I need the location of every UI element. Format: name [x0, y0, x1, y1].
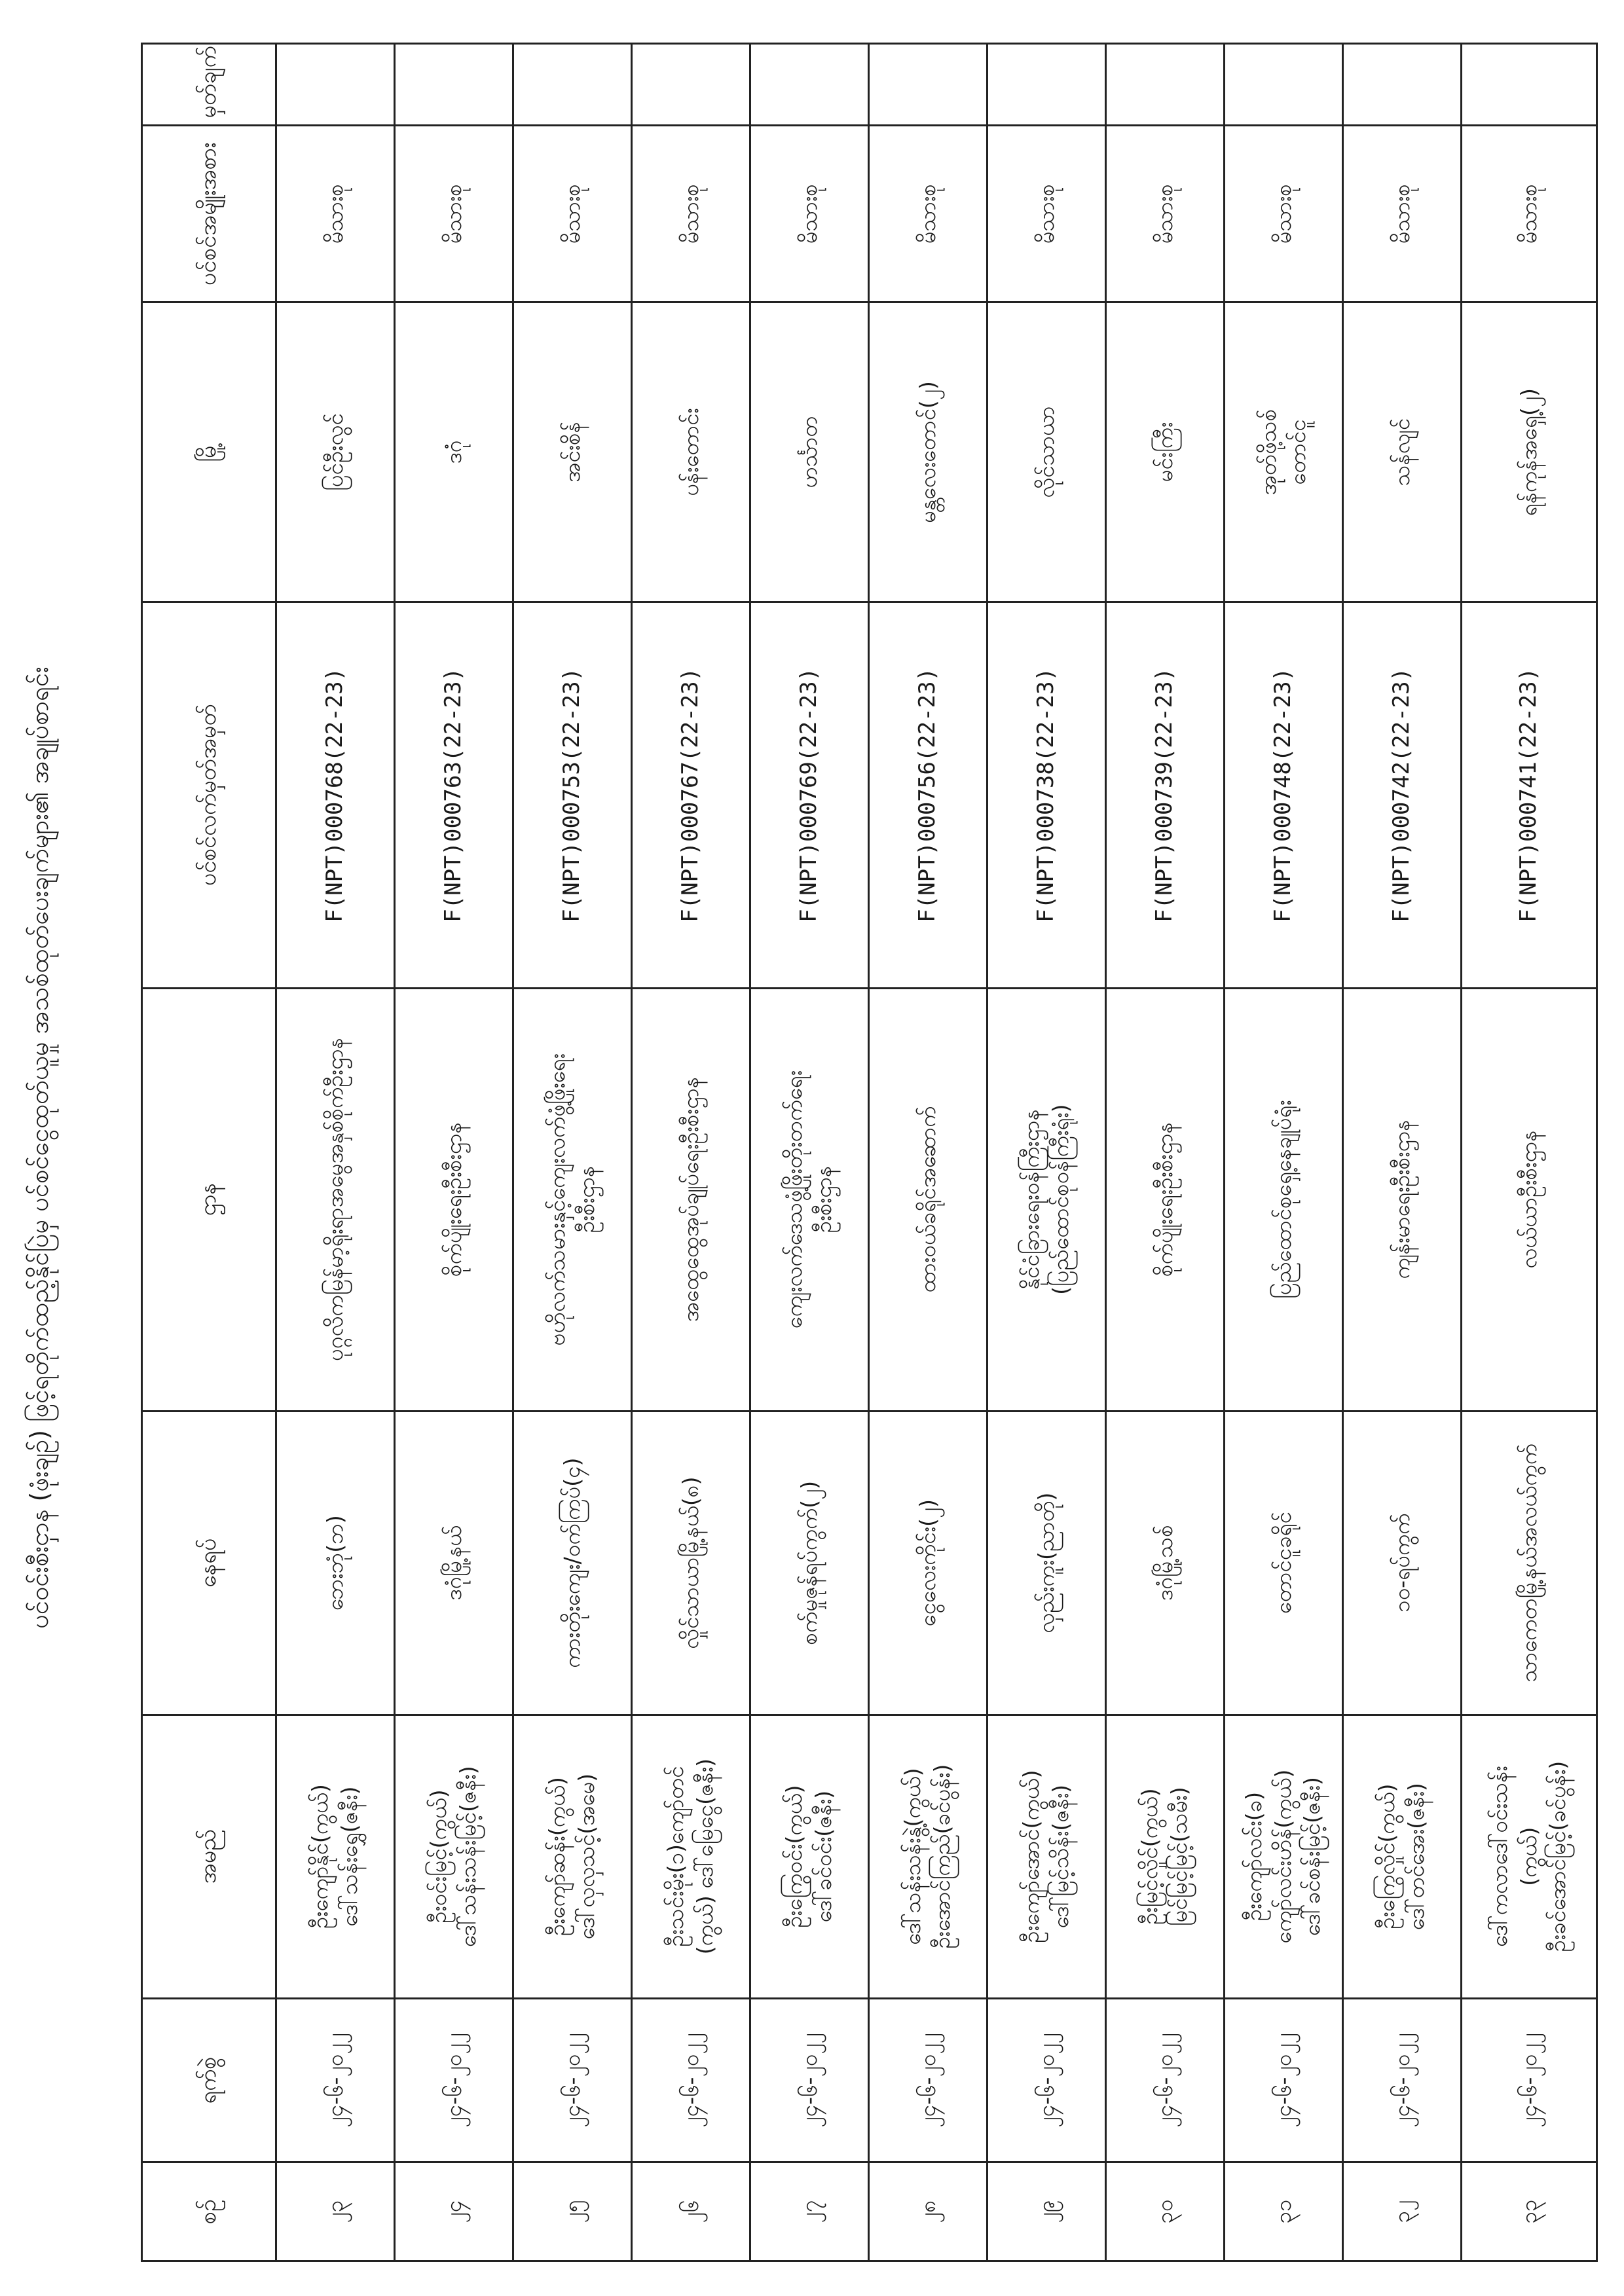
cell-pension-no: F(NPT)000756(22-23) — [869, 602, 987, 989]
cell-remark — [276, 44, 395, 126]
cell-name — [1462, 1715, 1597, 1998]
cell-pension-no: F(NPT)000763(22-23) — [395, 602, 513, 989]
cell-name — [1225, 1715, 1343, 1998]
cell-name — [632, 1715, 750, 1998]
cell-line: ဒေါ်တင်အေး(ဇနီး) — [1403, 1783, 1429, 1931]
cell-pension-type: မိသားစု — [1225, 126, 1343, 302]
cell-pension-no: F(NPT)000769(22-23) — [750, 602, 869, 989]
cell-no: ၂၈ — [869, 2162, 987, 2261]
cell-line: ဒေါ်ခင်စန်းမြင့်(ဇနီး) — [1299, 1777, 1325, 1937]
table-row — [869, 44, 987, 2261]
cell-line: မြင်မြင့်မြင့်(သမီး) — [1166, 1787, 1192, 1927]
cell-date: ၂၄-၆-၂၀၂၂ — [395, 1998, 513, 2162]
cell-no: ၂၆ — [632, 2162, 750, 2261]
cell-department — [513, 988, 632, 1411]
cell-remark — [750, 44, 869, 126]
cell-line: ဦးဝင်းမြင့်(ကွယ်) — [426, 1789, 452, 1924]
col-header-date: ရက်စွဲ — [142, 1998, 276, 2162]
cell-department: ပုဂ္ဂလိကမြန်မာ့ရိုးရာအမွေအနှစ်စိုက်ဦးဌာန — [276, 988, 395, 1411]
pension-table — [141, 43, 1598, 2262]
cell-line: တောင်ငူ — [1285, 419, 1310, 485]
cell-no: ၃၂ — [1343, 2162, 1462, 2261]
cell-department: ပြည်ထောင်စုရှေ့နေချုပ်ရုံး — [1225, 988, 1343, 1411]
table-row — [1343, 44, 1462, 2261]
cell-no: ၃၁ — [1225, 2162, 1343, 2261]
cell-line: ဒေါ်ကလာဒေါ်ဝင်းသန်း — [1486, 1766, 1513, 1948]
cell-date: ၂၄-၆-၂၀၂၂ — [1462, 1998, 1597, 2162]
cell-pension-no: F(NPT)000738(22-23) — [987, 602, 1106, 989]
cell-department: ထားဝယ်ခရိုင်အဆောက် — [869, 988, 987, 1411]
cell-date: ၂၄-၆-၂၀၂၂ — [750, 1998, 869, 2162]
table-row — [276, 44, 395, 2261]
table-row — [987, 44, 1106, 2261]
cell-address: ဒဂုံမြို့သစ် — [1106, 1411, 1225, 1715]
cell-name — [1106, 1715, 1225, 1998]
table-row — [395, 44, 513, 2261]
cell-remark — [513, 44, 632, 126]
cell-department — [987, 988, 1106, 1411]
col-header-address: နေရပ် — [142, 1411, 276, 1715]
col-header-department: ဌာန — [142, 988, 276, 1411]
cell-line: ဒေါ်လှလှသင့်(အမေ) — [574, 1773, 599, 1940]
cell-department: စိုက်ပျိုးရေးဦးစီးဌာန — [395, 988, 513, 1411]
cell-remark — [1462, 44, 1597, 126]
cell-pension-no: F(NPT)000753(22-23) — [513, 602, 632, 989]
cell-no: ၃၀ — [1106, 2162, 1225, 2261]
cell-pension-no: F(NPT)000741(22-23) — [1462, 602, 1597, 989]
cell-date: ၂၄-၆-၂၀၂၂ — [1106, 1998, 1225, 2162]
cell-line: ဦးကျော်အောင်(ကွယ်) — [1018, 1770, 1044, 1943]
cell-address: ဒဂုံမြို့နယ် — [395, 1411, 513, 1715]
cell-name — [395, 1715, 513, 1998]
cell-remark — [1225, 44, 1343, 126]
cell-line: ကျေးလက်ဒေသဖွံ့ဖြိုးတိုးတက်ရေး — [781, 1070, 807, 1329]
table-row — [1106, 44, 1225, 2261]
header-row — [142, 44, 276, 2261]
cell-line: ဗဟိုလက်သမားနှင့်ကျေးလက်ဖွံ့ဖြိုးရေး — [544, 1053, 570, 1346]
cell-remark — [987, 44, 1106, 126]
cell-line: ဦးကြွေလှိုင်(ကွယ်) — [1374, 1783, 1400, 1929]
col-header-remark: မှတ်ချက် — [142, 44, 276, 126]
cell-department: အထွေထွေအုပ်ချုပ်ရေးဦးစီးဌာန — [632, 988, 750, 1411]
cell-pension-type: မိသားစု — [1343, 126, 1462, 302]
cell-line: ဦးကျော်နိုင်(ကွယ်) — [307, 1784, 333, 1929]
cell-pension-no: F(NPT)000739(22-23) — [1106, 602, 1225, 989]
cell-address: တောင်ငူခရိုင် — [1225, 1411, 1343, 1715]
cell-pension-type: မိသားစု — [1462, 126, 1597, 302]
table-row — [513, 44, 632, 2261]
cell-line: ဦးကြွေဝင်း(ကွယ်) — [781, 1785, 807, 1928]
cell-no: ၂၉ — [987, 2162, 1106, 2261]
cell-line: ဦးစီးဌာန — [811, 1165, 836, 1233]
cell-town: လိုင်သာယာ — [987, 302, 1106, 602]
cell-date: ၂၄-၆-၂၀၂၂ — [513, 1998, 632, 2162]
cell-no: ၂၄ — [395, 2162, 513, 2261]
cell-line: ဦးကျော်ဆန်း(ကွယ်) — [544, 1777, 570, 1937]
cell-line: ဒေါ်သန်းသန်းမြင့်(ဇနီး) — [455, 1766, 481, 1948]
col-header-town: မြို့ — [142, 302, 276, 602]
cell-name — [513, 1715, 632, 1998]
cell-date: ၂၄-၆-၂၀၂၂ — [632, 1998, 750, 2162]
cell-address: လှိုင်သာယာမြို့နယ်(၈) — [632, 1411, 750, 1715]
cell-pension-type: မိသားစု — [513, 126, 632, 302]
cell-remark — [869, 44, 987, 126]
cell-department — [750, 988, 869, 1411]
cell-line: ဦးမြင့်လှိုင်(ကွယ်) — [1137, 1788, 1163, 1925]
cell-town: မန္တလေးတောင်(၂) — [869, 302, 987, 602]
table-row — [1462, 44, 1597, 2261]
cell-address: သာကေတမြို့နယ်အလယ်ကွက် — [1462, 1411, 1597, 1715]
col-header-pension-type: ပင်စင်အမျိုးအစား — [142, 126, 276, 302]
cell-name — [1343, 1715, 1462, 1998]
table-row — [750, 44, 869, 2261]
col-header-pension-no: ပင်စင်လက်မှတ်အမှတ် — [142, 602, 276, 989]
cell-no: ၃၃ — [1462, 2162, 1597, 2261]
cell-name — [750, 1715, 869, 1998]
cell-pension-type: မိသားစု — [869, 126, 987, 302]
cell-pension-type: မိသားစု — [750, 126, 869, 302]
cell-pension-no: F(NPT)000767(22-23) — [632, 602, 750, 989]
cell-date: ၂၄-၆-၂၀၂၂ — [1225, 1998, 1343, 2162]
cell-line: ဦးခင်အောင်မြင့်(ခင်ပွန်း) — [1545, 1760, 1571, 1952]
cell-department: စိုက်ပျိုးရေးဦးစီးဌာန — [1106, 988, 1225, 1411]
cell-line: ဦးသင်းမိုး(၁)ကျော်တင် — [663, 1766, 689, 1947]
col-header-name: အမည် — [142, 1715, 276, 1998]
col-header-no: စဉ် — [142, 2162, 276, 2261]
cell-town: ဟင်္သာတ — [750, 302, 869, 602]
cell-line: ဒေါ်မြင့်သိန်း(ဇနီး) — [1048, 1784, 1073, 1929]
cell-town: ပြင်ဦးလွင် — [276, 302, 395, 602]
cell-line: (ကွယ်) ဒေါ်မြေငွေ(ဇနီး) — [692, 1758, 718, 1955]
cell-address: ဘေးဘုံ(ဘ) — [276, 1411, 395, 1715]
cell-name — [276, 1715, 395, 1998]
cell-line: ကျော်လင်းဟိန်(ကွယ်) — [1270, 1769, 1296, 1944]
cell-pension-type: မိသားစု — [1106, 126, 1225, 302]
cell-line: ဒေါ်ခင်ဝင်း(ဇနီး) — [811, 1790, 836, 1923]
cell-date: ၂၄-၆-၂၀၂၂ — [987, 1998, 1106, 2162]
cell-pension-no: F(NPT)000742(22-23) — [1343, 602, 1462, 989]
cell-remark — [632, 44, 750, 126]
cell-pension-type: မိသားစု — [987, 126, 1106, 302]
cell-town: မင်းကြီး — [1106, 302, 1225, 602]
cell-pension-type: မိသားစု — [276, 126, 395, 302]
cell-remark — [1343, 44, 1462, 126]
cell-remark — [1106, 44, 1225, 126]
cell-line: ဒေါ်သန်းသန်းနွဲ့(ကွယ်) — [900, 1768, 926, 1945]
cell-line: ဒေါ်သန်းရွှေ(ဇနီး) — [337, 1786, 362, 1927]
cell-town: ပန်းတောင်း — [632, 302, 750, 602]
cell-town: အင်းစိန် — [513, 302, 632, 602]
rotated-table-container — [141, 43, 1598, 2262]
cell-pension-type: မိသားစု — [632, 126, 750, 302]
table-body — [276, 44, 1597, 2261]
cell-name — [987, 1715, 1106, 1998]
page-title: ပင်ဝင်းစီးငှာန (ဖုံးချဉ်) ဖြင့်ရတိုက်ထည့်နိုင်ပြဲမှ ပင်စင်ငွေထုတ်ယူမှု အသစ်ထုတ်ပေးချက်များ၏ အချုပ်စာရင်း — [25, 666, 54, 1629]
cell-name — [869, 1715, 987, 1998]
cell-pension-no: F(NPT)000768(22-23) — [276, 602, 395, 989]
cell-town: ရန်ကုန်အရှေ့(၂) — [1462, 302, 1597, 602]
cell-address: ငွေလေးကိုင်း(၂) — [869, 1411, 987, 1715]
cell-date: ၂၄-၆-၂၀၂၂ — [1343, 1998, 1462, 2162]
cell-no: ၂၅ — [513, 2162, 632, 2261]
cell-line: နိုင်ငံခြားရေးဝန်ကြီးဌာန — [1018, 1109, 1044, 1290]
cell-department: ကျန်းမာရေးဦးစီးဌာန — [1343, 988, 1462, 1411]
cell-date: ၂၄-၆-၂၀၂၂ — [869, 1998, 987, 2162]
cell-pension-type: မိသားစု — [395, 126, 513, 302]
cell-no: ၂၇ — [750, 2162, 869, 2261]
cell-address: ၁၀-ရပ်ကွက် — [1343, 1411, 1462, 1715]
cell-town: ဒဂုံ — [395, 302, 513, 602]
cell-line: အုတ်ဖို့သစ် — [1255, 409, 1282, 496]
table-row — [1225, 44, 1343, 2261]
cell-line: (ပြည်ထောင်စုဝန်ကြီးရုံး) — [1048, 1104, 1073, 1295]
cell-remark — [395, 44, 513, 126]
cell-address: ကားတိုးကျေး/ဝက်ကြပ်(၄) — [513, 1411, 632, 1715]
cell-address: လှည်းကူး(ညာတို) — [987, 1411, 1106, 1715]
cell-town — [1225, 302, 1343, 602]
cell-line: ဦးကျော်လင်း(ခ) — [1241, 1791, 1267, 1922]
cell-no: ၂၃ — [276, 2162, 395, 2261]
cell-line: (ကွယ်) — [1515, 1827, 1541, 1886]
cell-line: ဦးစီးဌာန — [574, 1165, 599, 1233]
table-row — [632, 44, 750, 2261]
cell-line: ဦးအောင်ကြည်(ခင်ပွန်း) — [929, 1764, 955, 1949]
cell-address: စက်မှုဇုန်ရပ်ကွက်(၂) — [750, 1411, 869, 1715]
cell-pension-no: F(NPT)000748(22-23) — [1225, 602, 1343, 989]
cell-town: သန်လျင် — [1343, 302, 1462, 602]
cell-date: ၂၄-၆-၂၀၂၂ — [276, 1998, 395, 2162]
cell-department: လယ်ယာဦးစီးဌာန — [1462, 988, 1597, 1411]
